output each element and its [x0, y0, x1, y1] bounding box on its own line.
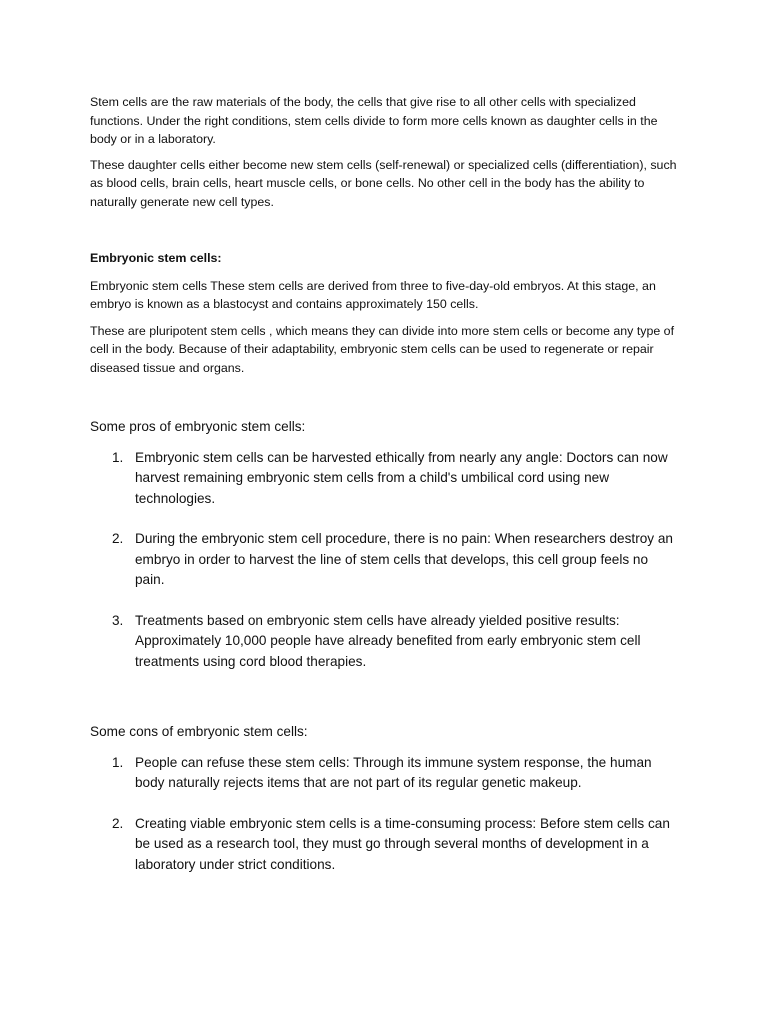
list-item: [90, 814, 680, 876]
list-item: [90, 611, 680, 673]
embryonic-paragraph-2: These are pluripotent stem cells , which means they can divide into more stem cells or become any type of cell in the body. Because of their adaptability, embryonic stem cells can be used to regenerate or repair diseased tissue and organs.: [90, 323, 675, 375]
list-item-number: 1.: [112, 754, 124, 770]
list-item-text: Treatments based on embryonic stem cells have already yielded positive results: Approximately 10,000 people have already benefited from early embryonic stem cell treatments using cord blood therapies.: [135, 612, 641, 669]
list-item-text: During the embryonic stem cell procedure, there is no pain: When researchers destroy an embryo in order to harvest the line of stem cells that develops, this cell group feels no pain.: [135, 531, 673, 587]
list-item: [90, 529, 680, 591]
document-body: [90, 93, 680, 875]
cons-list: [90, 753, 680, 876]
list-item-number: 3.: [112, 612, 124, 628]
list-item: [90, 753, 680, 794]
list-item-number: 1.: [112, 449, 124, 465]
pros-intro: Some pros of embryonic stem cells:: [90, 419, 306, 434]
list-item-number: 2.: [112, 531, 124, 546]
list-item: [90, 448, 680, 510]
intro-paragraph-2: These daughter cells either become new stem cells (self-renewal) or specialized cells (differentiation), such as blood cells, brain cells, heart muscle cells, or bone cells. No other cell in the body has the ability to naturally generate new cell types.: [90, 157, 677, 209]
list-item-text: Creating viable embryonic stem cells is a time-consuming process: Before stem cells can be used as a research tool, they must go through several months of development in a laboratory under strict conditions.: [135, 815, 670, 872]
embryonic-paragraph-1: Embryonic stem cells These stem cells are derived from three to five-day-old embryos. At this stage, an embryo is known as a blastocyst and contains approximately 150 cells.: [90, 278, 656, 311]
list-item-text: Embryonic stem cells can be harvested ethically from nearly any angle: Doctors can now harvest remaining embryonic stem cells from a child's umbilical cord using new technologies.: [135, 449, 668, 506]
pros-list: [90, 448, 680, 673]
cons-intro: Some cons of embryonic stem cells:: [90, 724, 308, 739]
list-item-number: 2.: [112, 815, 124, 831]
list-item-text: People can refuse these stem cells: Through its immune system response, the human body naturally rejects items that are not part of its regular genetic makeup.: [135, 754, 652, 790]
intro-paragraph-1: Stem cells are the raw materials of the body, the cells that give rise to all other cells with specialized functions. Under the right conditions, stem cells divide to form more cells known as daughter cells in the body or in a laboratory.: [90, 95, 658, 146]
section-heading-embryonic: Embryonic stem cells:: [90, 251, 222, 265]
